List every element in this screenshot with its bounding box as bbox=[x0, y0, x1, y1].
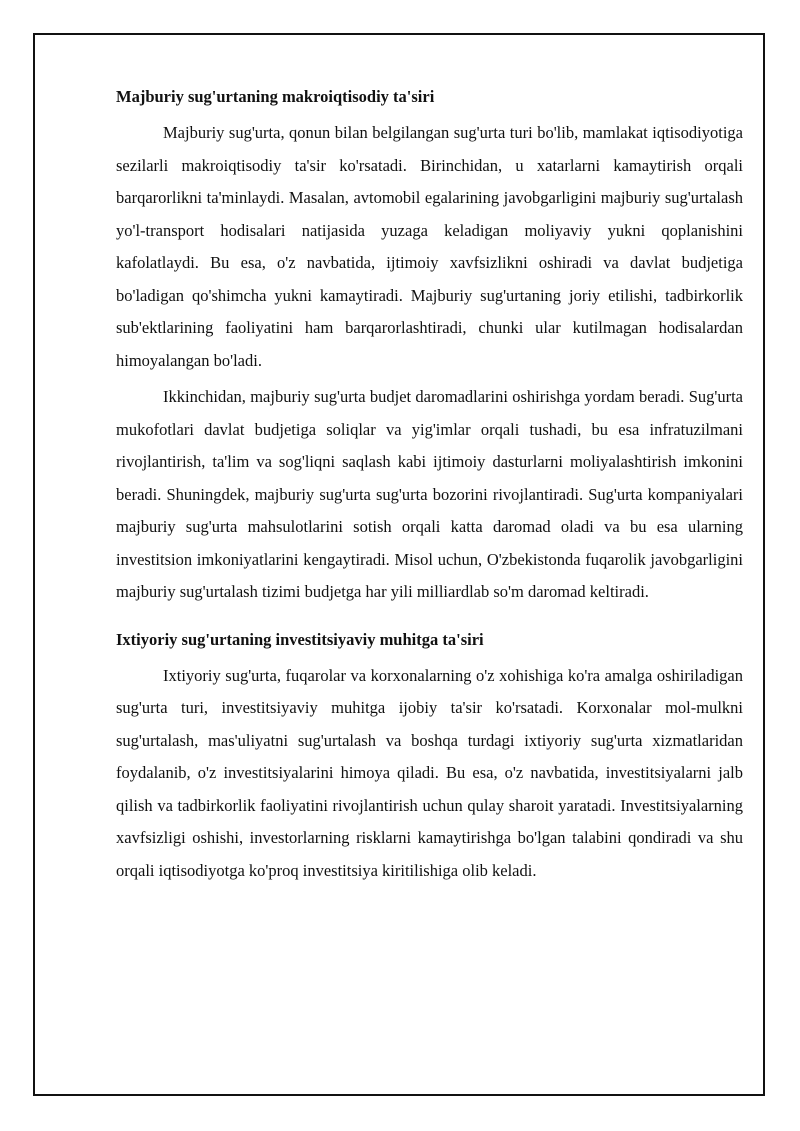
paragraph-mandatory-insurance-2: Ikkinchidan, majburiy sug'urta budjet daromadlarini oshirishga yordam beradi. Sug'urta mukofotlari davlat budjetiga soliqlar va yig'imlar orqali tushadi, bu esa infratuzilmani rivojlantirish, ta'lim va sog'liqni saqlash kabi ijtimoiy dasturlarni moliyalashtirish imkonini beradi. Shuningdek, majburiy sug'urta sug'urta bozorini rivojlantiradi. Sug'urta kompaniyalari majburiy sug'urta mahsulotlarini sotish orqali katta daromad oladi va bu esa ularning investitsion imkoniyatlarini kengaytiradi. Misol uchun, O'zbekistonda fuqarolik javobgarligini majburiy sug'urtalash tizimi budjetga har yili milliardlab so'm daromad keltiradi. bbox=[116, 387, 743, 601]
document-body bbox=[116, 86, 743, 891]
section-heading-voluntary-insurance: Ixtiyoriy sug'urtaning investitsiyaviy muhitga ta'siri bbox=[116, 629, 484, 649]
paragraph-voluntary-insurance-1: Ixtiyoriy sug'urta, fuqarolar va korxonalarning o'z xohishiga ko'ra amalga oshiriladigan sug'urta turi, investitsiyaviy muhitga ijobiy ta'sir ko'rsatadi. Korxonalar mol-mulkni sug'urtalash, mas'uliyatni sug'urtalash va boshqa turdagi ixtiyoriy sug'urta xizmatlaridan foydalanib, o'z investitsiyalarini himoya qiladi. Bu esa, o'z navbatida, investitsiyalarni jalb qilish va tadbirkorlik faoliyatini rivojlantirish uchun qulay sharoit yaratadi. Investitsiyalarning xavfsizligi oshishi, investorlarning risklarni kamaytirishga bo'lgan talabini qondiradi va shu orqali iqtisodiyotga ko'proq investitsiya kiritilishiga olib keladi. bbox=[116, 665, 743, 880]
paragraph-mandatory-insurance-1: Majburiy sug'urta, qonun bilan belgilangan sug'urta turi bo'lib, mamlakat iqtisodiyotiga sezilarli makroiqtisodiy ta'sir ko'rsatadi. Birinchidan, u xatarlarni kamaytirish orqali barqarorlikni ta'minlaydi. Masalan, avtomobil egalarining javobgarligini majburiy sug'urtalash yo'l-transport hodisalari natijasida yuzaga keladigan moliyaviy yukni qoplanishini kafolatlaydi. Bu esa, o'z navbatida, ijtimoiy xavfsizlikni oshiradi va davlat budjetiga bo'ladigan qo'shimcha yukni kamaytiradi. Majburiy sug'urtaning joriy etilishi, tadbirkorlik sub'ektlarining faoliyatini ham barqarorlashtiradi, chunki ular kutilmagan hodisalardan himoyalangan bo'ladi. bbox=[116, 123, 743, 370]
section-heading-mandatory-insurance: Majburiy sug'urtaning makroiqtisodiy ta'siri bbox=[116, 87, 435, 106]
